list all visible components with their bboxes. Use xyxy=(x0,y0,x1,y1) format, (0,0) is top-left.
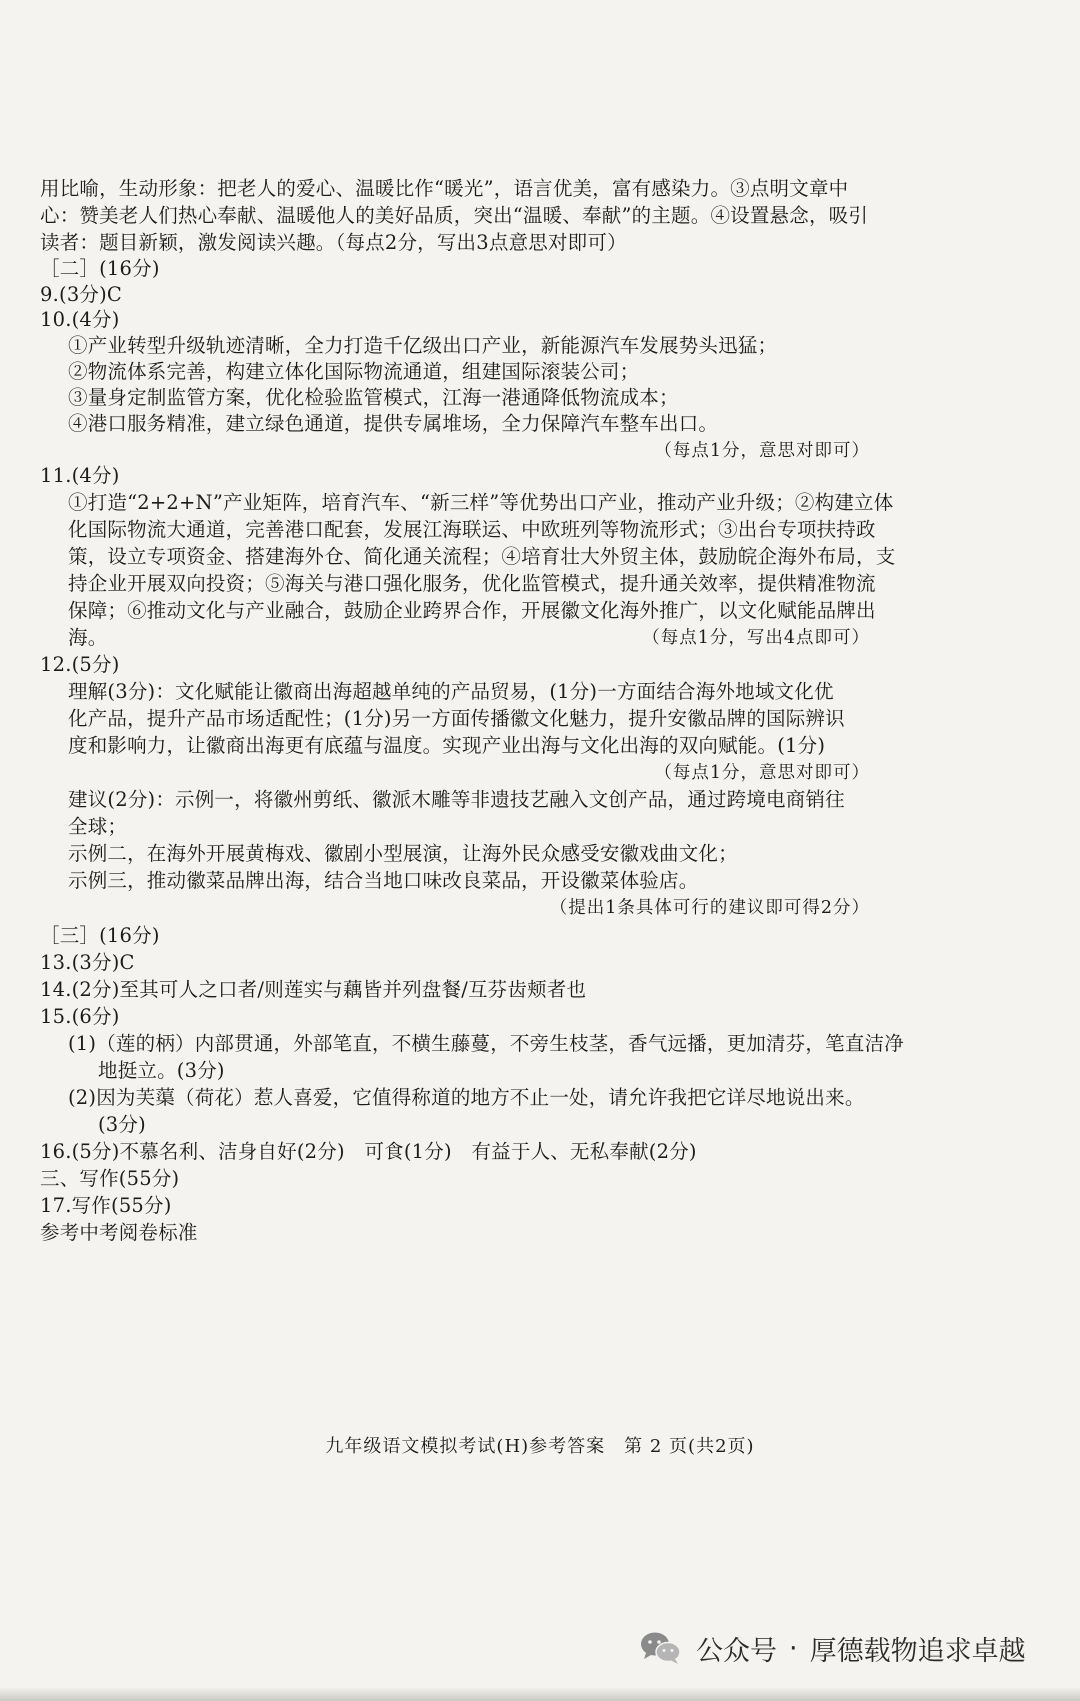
text-line: (3分) xyxy=(98,1113,146,1136)
answer-item: 15.(6分) xyxy=(40,1005,120,1028)
wechat-watermark xyxy=(640,1628,1026,1668)
text-line: 策，设立专项资金、搭建海外仓、简化通关流程；④培育壮大外贸主体，鼓励皖企海外布局，支 xyxy=(68,545,896,568)
scoring-note: （每点1分，写出4点即可） xyxy=(642,628,870,648)
answer-item: 9.(3分)C xyxy=(40,283,123,306)
text-line: 建议(2分)：示例一，将徽州剪纸、徽派木雕等非遗技艺融入文创产品，通过跨境电商销往 xyxy=(68,788,845,811)
page-footer: 九年级语文模拟考试(H)参考答案 第 2 页(共2页) xyxy=(325,1436,755,1457)
answer-item: 17.写作(55分) xyxy=(40,1194,172,1217)
answer-item: 14.(2分)至其可人之口者/则莲实与藕皆并列盘餐/互芬齿颊者也 xyxy=(40,978,587,1001)
page-edge-shadow xyxy=(0,1687,1080,1701)
text-line: 参考中考阅卷标准 xyxy=(40,1221,198,1244)
answer-item: 16.(5分)不慕名利、洁身自好(2分) 可食(1分) 有益于人、无私奉献(2分) xyxy=(40,1140,697,1163)
answer-item: 12.(5分) xyxy=(40,653,120,676)
text-line: 地挺立。(3分) xyxy=(98,1059,225,1082)
text-line: ②物流体系完善，构建立体化国际物流通道，组建国际滚装公司； xyxy=(68,360,640,383)
text-line: 海。 xyxy=(68,626,108,649)
text-line: (2)因为芙蕖（荷花）惹人喜爱，它值得称道的地方不止一处，请允许我把它详尽地说出来。 xyxy=(68,1086,865,1109)
scoring-note: （提出1条具体可行的建议即可得2分） xyxy=(549,898,870,918)
scoring-note: （每点1分，意思对即可） xyxy=(654,441,870,461)
watermark-label: 公众号 xyxy=(696,1635,777,1667)
watermark-separator: · xyxy=(789,1632,798,1664)
answer-item: 10.(4分) xyxy=(40,308,120,331)
text-line: 读者：题目新颖，激发阅读兴趣。（每点2分，写出3点意思对即可） xyxy=(40,231,627,254)
answer-item: 13.(3分)C xyxy=(40,951,135,974)
text-line: 化国际物流大通道，完善港口配套，发展江海联运、中欧班列等物流形式；③出台专项扶持政 xyxy=(68,518,876,541)
section-heading: 三、写作(55分) xyxy=(40,1167,180,1190)
answer-item: 11.(4分) xyxy=(40,464,120,487)
text-line: 示例二，在海外开展黄梅戏、徽剧小型展演，让海外民众感受安徽戏曲文化； xyxy=(68,842,738,865)
text-line: 保障；⑥推动文化与产业融合，鼓励企业跨界合作，开展徽文化海外推广，以文化赋能品牌出 xyxy=(68,599,876,622)
text-line: 持企业开展双向投资；⑤海关与港口强化服务，优化监管模式，提升通关效率，提供精准物流 xyxy=(68,572,876,595)
text-line: ③量身定制监管方案，优化检验监管模式，江海一港通降低物流成本； xyxy=(68,386,679,409)
section-heading: ［三］(16分) xyxy=(40,924,160,947)
watermark-account: 厚德载物追求卓越 xyxy=(809,1635,1026,1667)
wechat-icon xyxy=(640,1631,682,1665)
text-line: ④港口服务精准，建立绿色通道，提供专属堆场，全力保障汽车整车出口。 xyxy=(68,412,719,435)
text-line: (1)（莲的柄）内部贯通，外部笔直，不横生藤蔓，不旁生枝茎，香气远播，更加清芬，笔直洁净 xyxy=(68,1032,904,1055)
text-line: 全球； xyxy=(68,815,128,838)
text-line: 度和影响力，让徽商出海更有底蕴与温度。实现产业出海与文化出海的双向赋能。(1分) xyxy=(68,734,826,757)
section-heading: ［二］(16分) xyxy=(40,257,160,280)
scoring-note: （每点1分，意思对即可） xyxy=(654,763,870,783)
text-line: 示例三，推动徽菜品牌出海，结合当地口味改良菜品，开设徽菜体验店。 xyxy=(68,869,699,892)
text-line: 心：赞美老人们热心奉献、温暖他人的美好品质，突出“温暖、奉献”的主题。④设置悬念，吸引 xyxy=(40,204,869,227)
text-line: 化产品，提升产品市场适配性；(1分)另一方面传播徽文化魅力，提升安徽品牌的国际辨识 xyxy=(68,707,845,730)
text-line: ①打造“2+2+N”产业矩阵，培育汽车、“新三样”等优势出口产业，推动产业升级；②构建立体 xyxy=(68,491,894,514)
text-line: 理解(3分)：文化赋能让徽商出海超越单纯的产品贸易，(1分)一方面结合海外地域文化优 xyxy=(68,680,834,703)
text-line: 用比喻，生动形象：把老人的爱心、温暖比作“暖光”，语言优美，富有感染力。③点明文章中 xyxy=(40,177,849,200)
text-line: ①产业转型升级轨迹清晰，全力打造千亿级出口产业，新能源汽车发展势头迅猛； xyxy=(68,334,778,357)
